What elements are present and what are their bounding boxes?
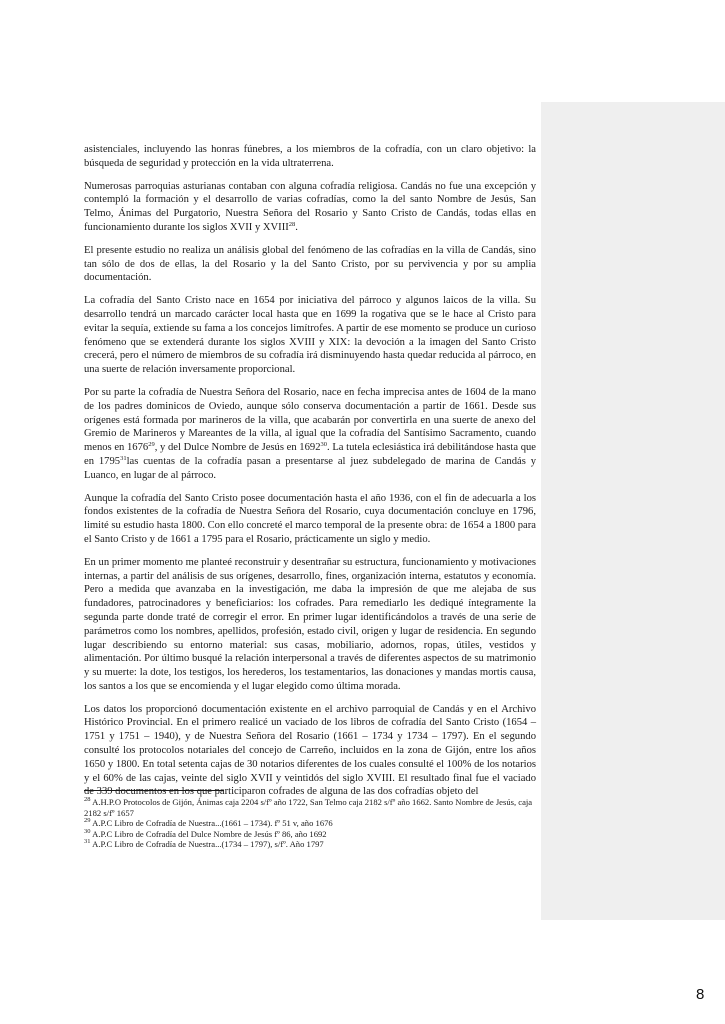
footnote-number: 28 bbox=[84, 796, 91, 803]
footnote-ref-28[interactable]: 28 bbox=[288, 220, 296, 228]
comment-margin-panel bbox=[541, 102, 725, 920]
footnote-text: A.H.P.O Protocolos de Gijón, Ánimas caja 2204 s/fº año 1722, San Telmo caja 2182 s/fº año 1662. Santo Nombre de Jesús, caja 2182 s/fº 1657 bbox=[84, 797, 533, 818]
footnote-ref-31[interactable]: 31 bbox=[120, 454, 127, 462]
footnote-separator bbox=[84, 790, 224, 791]
paragraph-1: asistenciales, incluyendo las honras fúnebres, a los miembros de la cofradía, con un claro objetivo: la búsqueda de seguridad y protección en la vida ultraterrena. bbox=[84, 144, 536, 169]
paragraph-2-end: . bbox=[295, 221, 298, 233]
footnotes bbox=[84, 797, 536, 850]
paragraph-6: Aunque la cofradía del Santo Cristo posee documentación hasta el año 1936, con el fin de adecuarla a los fondos existentes de la cofradía de Nuestra Señora del Rosario, cuya documentación concluye en 1796, limité su estudio hasta 1800. Con ello concreté el marco temporal de la presente obra: de 1654 a 1800 para el Santo Cristo y de 1661 a 1795 para el Rosario, prácticamente un siglo y medio. bbox=[84, 492, 536, 545]
paragraph-2 bbox=[84, 180, 536, 235]
document-body bbox=[84, 143, 536, 808]
footnote-number: 29 bbox=[84, 817, 91, 825]
paragraph-5-text-d: las cuentas de la cofradía pasan a presentarse al juez subdelegado de marina de Candás y Luanco, en lugar de al párroco. bbox=[84, 455, 536, 481]
footnote-text: A.P.C Libro de Cofradía de Nuestra...(1661 – 1734). fº 51 v, año 1676 bbox=[90, 818, 333, 829]
footnote-number: 30 bbox=[84, 827, 91, 835]
footnote-30 bbox=[84, 829, 536, 840]
footnote-text: A.P.C Libro de Cofradía de Nuestra...(1734 – 1797), s/fº. Año 1797 bbox=[90, 839, 324, 850]
paragraph-8: Los datos los proporcionó documentación existente en el archivo parroquial de Candás y en el Archivo Histórico Provincial. En el primero realicé un vaciado de los libros de cofradía del Santo Cristo (1654 – 1751 y 1751 – 1940), y de Nuestra Señora del Rosario (1661 – 1734 y 1734 – 1797). En el segundo consulté los protocolos notariales del concejo de Carreño, incluidos en la zona de Gijón, entre los años 1650 y 1800. En total setenta cajas de 30 notarios diferentes de los cuales consulté el 100% de los notarios y el 60% de las cajas, veinte del siglo XVII y veintidós del siglo XVIII. El resultado final fue el vaciado de 339 documentos en los que participaron cofrades de alguna de las dos cofradías objeto del bbox=[84, 703, 536, 798]
paragraph-3: El presente estudio no realiza un análisis global del fenómeno de las cofradías en la villa de Candás, sino tan sólo de dos de ellas, la del Rosario y la del Santo Cristo, por su pervivencia y por su amplia documentación. bbox=[84, 244, 536, 284]
footnote-ref-29[interactable]: 29 bbox=[148, 441, 155, 449]
footnote-31 bbox=[84, 839, 536, 850]
paragraph-5-text-c: . La tutela eclesiástica irá debilitándose hasta que en 1795 bbox=[84, 442, 536, 467]
paragraph-4: La cofradía del Santo Cristo nace en 1654 por iniciativa del párroco y algunos laicos de la villa. Su desarrollo tendrá un marcado carácter local hasta que en 1699 la rogativa que se le hace al Cristo para evitar la sequía, extiende su fama a los concejos limítrofes. A partir de ese momento se produce un curioso fenómeno que se extenderá durante los siglos XVIII y XIX: la devoción a la imagen del Santo Cristo crecerá, pero el número de miembros de su cofradía irá disminuyendo hasta quedar reducida al párroco, en una suerte de relación inversamente proporcional. bbox=[84, 295, 536, 376]
footnote-text: A.P.C Libro de Cofradía del Dulce Nombre de Jesús fº 86, año 1692 bbox=[90, 828, 327, 839]
footnote-28 bbox=[84, 797, 536, 818]
paragraph-7: En un primer momento me planteé reconstruir y desentrañar su estructura, funcionamiento y motivaciones internas, a partir del análisis de sus orígenes, desarrollo, fines, organización interna, estatutos y economía. Pero a medida que avanzaba en la investigación, me daba la impresión de que me alejaba de sus fundadores, patrocinadores y beneficiarios: los cofrades. Para remediarlo les dediqué íntegramente la segunda parte donde traté de corregir el error. En primer lugar identificándolos a través de una serie de parámetros como los nombres, apellidos, profesión, estado civil, origen y lugar de residencia. En segundo lugar describiendo su entorno material: sus casas, mobiliario, adornos, ropas, útiles, vestidos y alimentación. Por último busqué la relación interpersonal a través de diferentes aspectos de su matrimonio y su muerte: la dote, los testigos, los herederos, los testamentarios, las donaciones y mandas mortis causa, los santos a los que se encomienda y el lugar elegido como última morada. bbox=[84, 556, 536, 692]
paragraph-2-text: Numerosas parroquias asturianas contaban con alguna cofradía religiosa. Candás no fue una excepción y contempló la formación y el desarrollo de varias cofradías, como la del santo Nombre de Jesús, San Telmo, Ánimas del Purgatorio, Nuestra Señora del Rosario y Santo Cristo de Candás, todas ellas en funcionamiento durante los siglos XVII y XVIII bbox=[84, 180, 536, 233]
paragraph-5 bbox=[84, 386, 536, 483]
footnote-number: 31 bbox=[84, 838, 91, 846]
footnote-ref-30[interactable]: 30 bbox=[320, 441, 327, 449]
footnote-29 bbox=[84, 818, 536, 829]
page-number: 8 bbox=[696, 986, 705, 1003]
paragraph-5-text-b: , y del Dulce Nombre de Jesús en 1692 bbox=[154, 442, 321, 454]
paragraph-5-text-a: Por su parte la cofradía de Nuestra Señora del Rosario, nace en fecha imprecisa antes de 1604 de la mano de los padres dominicos de Oviedo, aunque sólo conserva documentación a partir de 1661. Desde sus orígenes está formada por marineros de la villa, que acabarán por convertirla en una suerte de anexo del Gremio de Marineros y Mareantes de la villa, al igual que la cofradía del Santísimo Sacramento, cuando menos en 1676 bbox=[84, 386, 536, 454]
